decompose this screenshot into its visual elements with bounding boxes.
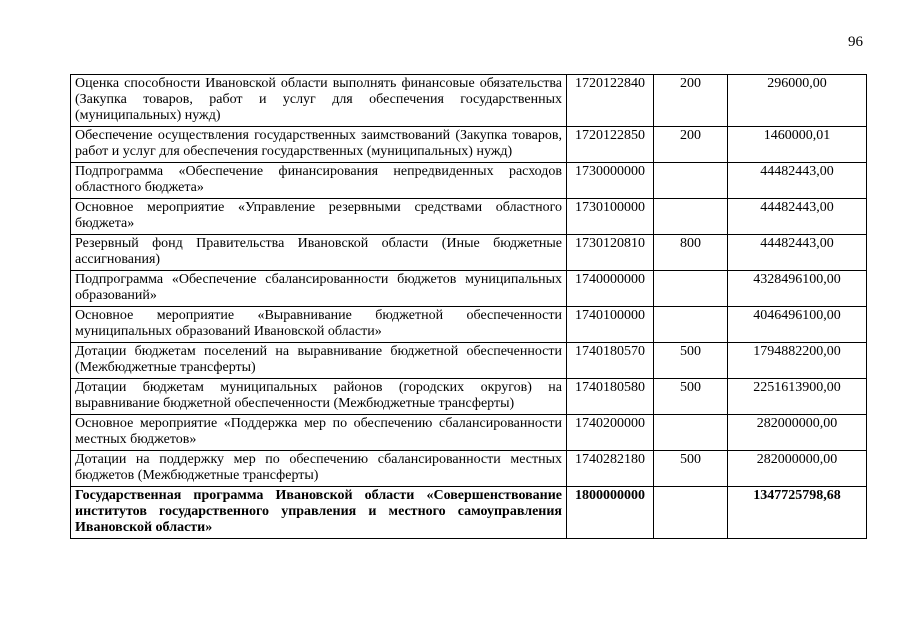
table-row	[71, 415, 867, 451]
row-amount: 44482443,00	[728, 199, 867, 235]
row-target-code: 1740282180	[567, 451, 654, 487]
row-target-code: 1720122850	[567, 127, 654, 163]
row-amount: 2251613900,00	[728, 379, 867, 415]
row-description: Дотации бюджетам поселений на выравнивание бюджетной обеспеченности (Межбюджетные трансферты)	[71, 343, 567, 379]
row-amount: 1794882200,00	[728, 343, 867, 379]
table-row	[71, 271, 867, 307]
row-description: Основное мероприятие «Выравнивание бюджетной обеспеченности муниципальных образований Ивановской области»	[71, 307, 567, 343]
row-amount: 296000,00	[728, 75, 867, 127]
row-amount: 1460000,01	[728, 127, 867, 163]
table-row	[71, 127, 867, 163]
page-number: 96	[848, 34, 863, 50]
budget-table-body	[71, 75, 867, 539]
row-expense-type	[654, 307, 728, 343]
row-expense-type: 800	[654, 235, 728, 271]
row-expense-type	[654, 199, 728, 235]
table-row	[71, 379, 867, 415]
row-expense-type: 200	[654, 75, 728, 127]
row-target-code: 1730120810	[567, 235, 654, 271]
row-target-code: 1740100000	[567, 307, 654, 343]
row-expense-type: 200	[654, 127, 728, 163]
row-description: Подпрограмма «Обеспечение сбалансированности бюджетов муниципальных образований»	[71, 271, 567, 307]
table-row	[71, 451, 867, 487]
row-description: Обеспечение осуществления государственных заимствований (Закупка товаров, работ и услуг для обеспечения государственных (муниципальных) нужд)	[71, 127, 567, 163]
row-amount: 1347725798,68	[728, 487, 867, 539]
table-row	[71, 487, 867, 539]
row-description: Дотации бюджетам муниципальных районов (городских округов) на выравнивание бюджетной обеспеченности (Межбюджетные трансферты)	[71, 379, 567, 415]
row-description: Дотации на поддержку мер по обеспечению сбалансированности местных бюджетов (Межбюджетные трансферты)	[71, 451, 567, 487]
table-row	[71, 343, 867, 379]
table-row	[71, 163, 867, 199]
row-amount: 44482443,00	[728, 163, 867, 199]
row-description: Оценка способности Ивановской области выполнять финансовые обязательства (Закупка товаров, работ и услуг для обеспечения государственных (муниципальных) нужд)	[71, 75, 567, 127]
row-target-code: 1740000000	[567, 271, 654, 307]
row-amount: 282000000,00	[728, 451, 867, 487]
row-amount: 282000000,00	[728, 415, 867, 451]
row-amount: 4046496100,00	[728, 307, 867, 343]
table-row	[71, 307, 867, 343]
row-expense-type: 500	[654, 451, 728, 487]
row-target-code: 1720122840	[567, 75, 654, 127]
row-expense-type	[654, 415, 728, 451]
row-expense-type	[654, 271, 728, 307]
row-target-code: 1740200000	[567, 415, 654, 451]
row-target-code: 1800000000	[567, 487, 654, 539]
table-row	[71, 199, 867, 235]
budget-table	[70, 74, 867, 539]
row-expense-type: 500	[654, 379, 728, 415]
row-description: Основное мероприятие «Управление резервными средствами областного бюджета»	[71, 199, 567, 235]
row-target-code: 1730100000	[567, 199, 654, 235]
row-description: Резервный фонд Правительства Ивановской области (Иные бюджетные ассигнования)	[71, 235, 567, 271]
row-expense-type	[654, 163, 728, 199]
row-amount: 44482443,00	[728, 235, 867, 271]
table-row	[71, 75, 867, 127]
row-description: Подпрограмма «Обеспечение финансирования непредвиденных расходов областного бюджета»	[71, 163, 567, 199]
row-expense-type: 500	[654, 343, 728, 379]
table-row	[71, 235, 867, 271]
row-target-code: 1740180570	[567, 343, 654, 379]
row-amount: 4328496100,00	[728, 271, 867, 307]
row-target-code: 1730000000	[567, 163, 654, 199]
row-target-code: 1740180580	[567, 379, 654, 415]
row-expense-type	[654, 487, 728, 539]
row-description: Основное мероприятие «Поддержка мер по обеспечению сбалансированности местных бюджетов»	[71, 415, 567, 451]
row-description: Государственная программа Ивановской области «Совершенствование институтов государственного управления и местного самоуправления Ивановской области»	[71, 487, 567, 539]
